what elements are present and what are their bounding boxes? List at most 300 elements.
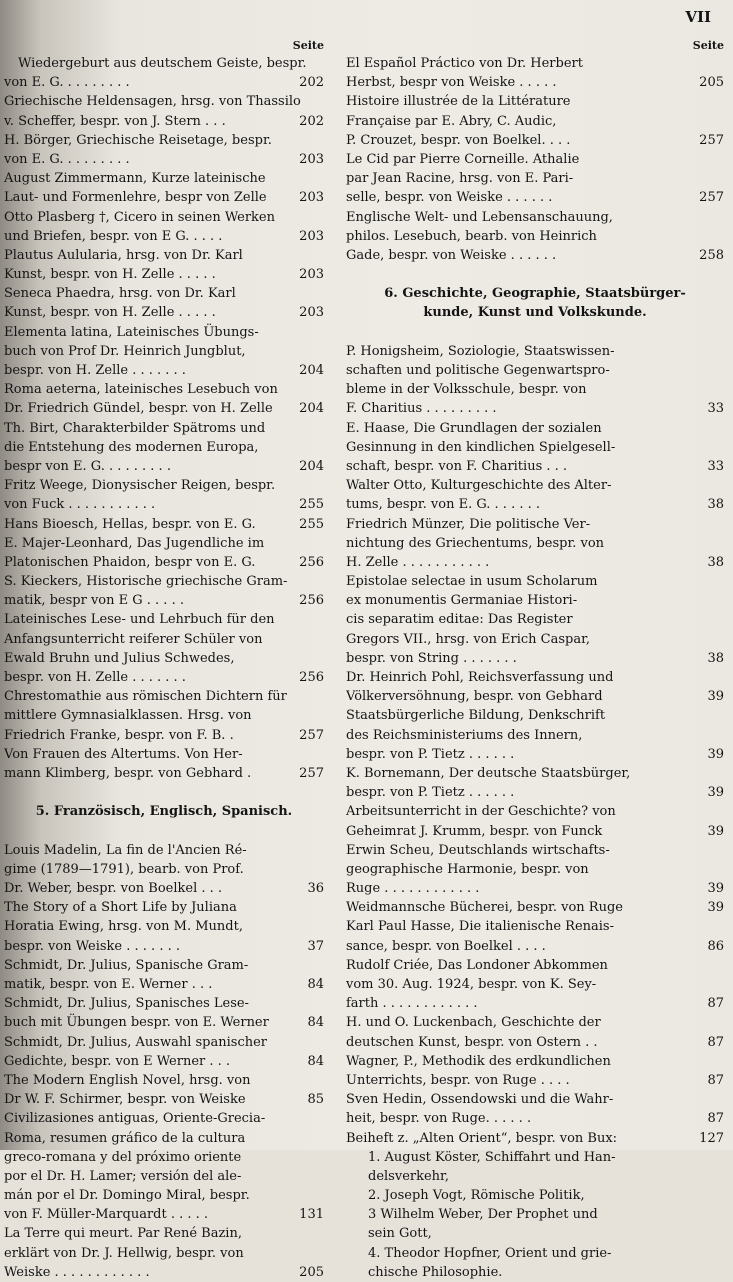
entry-text: Le Cid par Pierre Corneille. Athalie — [346, 151, 580, 167]
entry-text: Seneca Phaedra, hrsg. von Dr. Karl — [4, 286, 236, 302]
index-line — [4, 188, 324, 207]
index-line — [4, 1148, 324, 1167]
index-line — [4, 1129, 324, 1148]
entry-text: Lateinisches Lese- und Lehrbuch für den — [4, 612, 275, 628]
index-line — [346, 975, 724, 994]
entry-text: Schmidt, Dr. Julius, Spanische Gram- — [4, 957, 249, 973]
index-line — [4, 457, 324, 476]
index-line — [346, 1167, 724, 1186]
index-line — [346, 112, 724, 131]
page-ref: 202 — [299, 75, 324, 91]
entry-text: farth . . . . . . . . . . . . — [346, 996, 478, 1012]
index-line — [346, 73, 724, 92]
entry-text: Gade, bespr. von Weiske . . . . . . — [346, 247, 557, 263]
entry-text: The Story of a Short Life by Juliana — [4, 900, 237, 916]
index-line — [4, 994, 324, 1013]
entry-text: bespr. von Weiske . . . . . . . — [4, 938, 180, 954]
page-ref: 203 — [299, 151, 324, 167]
page-ref: 257 — [699, 132, 724, 148]
right-column — [346, 38, 724, 1282]
section-heading: kunde, Kunst und Volkskunde. — [423, 305, 647, 321]
page-ref: 204 — [299, 458, 324, 474]
index-line — [4, 246, 324, 265]
index-line — [346, 764, 724, 783]
entry-text: nichtung des Griechentums, bespr. von — [346, 535, 605, 551]
entry-text: matik, bespr von E G . . . . . — [4, 593, 184, 609]
index-line — [346, 457, 724, 476]
entry-text: matik, bespr. von E. Werner . . . — [4, 977, 213, 993]
entry-text: schaften und politische Gegenwartspro- — [346, 363, 610, 379]
index-line — [346, 706, 724, 725]
entry-text: bespr von E. G. . . . . . . . . — [4, 458, 171, 474]
index-line — [4, 764, 324, 783]
index-line — [4, 1224, 324, 1243]
page-ref: 38 — [707, 497, 724, 513]
entry-text: buch mit Übungen bespr. von E. Werner — [4, 1015, 269, 1031]
page-ref: 39 — [707, 881, 724, 897]
entry-text: 4. Theodor Hopfner, Orient und grie- — [368, 1245, 612, 1261]
page-ref: 205 — [299, 1264, 324, 1280]
entry-text: Sven Hedin, Ossendowski und die Wahr- — [346, 1092, 614, 1108]
section-heading: 5. Französisch, Englisch, Spanisch. — [35, 804, 293, 820]
page-ref: 87 — [707, 996, 724, 1012]
entry-text: bespr. von P. Tietz . . . . . . — [346, 785, 515, 801]
index-line — [4, 284, 324, 303]
page-ref: 203 — [299, 305, 324, 321]
entry-text: Hans Bioesch, Hellas, bespr. von E. G. — [4, 516, 256, 532]
entry-text: Kunst, bespr. von H. Zelle . . . . . — [4, 305, 216, 321]
index-line — [346, 495, 724, 514]
index-line — [346, 1148, 724, 1167]
entry-text: Roma aeterna, lateinisches Lesebuch von — [4, 382, 278, 398]
index-line — [346, 610, 724, 629]
page-ref: 39 — [707, 823, 724, 839]
page-ref: 84 — [307, 1015, 324, 1031]
index-line — [4, 92, 324, 111]
entry-text: schaft, bespr. von F. Charitius . . . — [346, 458, 568, 474]
entry-text: Française par E. Abry, C. Audic, — [346, 113, 557, 129]
index-line — [346, 937, 724, 956]
index-line — [4, 323, 324, 342]
page-ref: 85 — [307, 1092, 324, 1108]
index-line — [4, 591, 324, 610]
entry-text: Dr. Heinrich Pohl, Reichsverfassung und — [346, 670, 614, 686]
entry-text: E. Haase, Die Grundlagen der sozialen — [346, 420, 602, 436]
index-line — [346, 841, 724, 860]
page-ref: 255 — [299, 516, 324, 532]
entry-text: F. Charitius . . . . . . . . . — [346, 401, 497, 417]
entry-text: und Briefen, bespr. von E G. . . . . — [4, 228, 223, 244]
entry-text: Platonischen Phaidon, bespr von E. G. — [4, 554, 256, 570]
entry-text: Louis Madelin, La fin de l'Ancien Ré- — [4, 842, 247, 858]
entry-text: ex monumentis Germaniae Histori- — [346, 593, 578, 609]
entry-text: selle, bespr. von Weiske . . . . . . — [346, 190, 553, 206]
entry-text: mittlere Gymnasialklassen. Hrsg. von — [4, 708, 252, 724]
index-line — [346, 822, 724, 841]
entry-text: Friedrich Franke, bespr. von F. B. . — [4, 727, 234, 743]
entry-text: Laut- und Formenlehre, bespr von Zelle — [4, 190, 267, 206]
index-line — [346, 150, 724, 169]
entry-text: Englische Welt- und Lebensanschauung, — [346, 209, 613, 225]
entry-text: Wiedergeburt aus deutschem Geiste, bespr. — [18, 56, 307, 71]
entry-text: Walter Otto, Kulturgeschichte des Alter- — [346, 478, 612, 494]
entry-text: Kunst, bespr. von H. Zelle . . . . . — [4, 267, 216, 283]
page-ref: 84 — [307, 1053, 324, 1069]
page-ref: 39 — [707, 689, 724, 705]
entry-text: 3 Wilhelm Weber, Der Prophet und — [368, 1207, 598, 1223]
index-line — [346, 399, 724, 418]
entry-text: El Español Práctico von Dr. Herbert — [346, 56, 583, 71]
index-line — [4, 419, 324, 438]
index-line — [4, 745, 324, 764]
entry-text: Erwin Scheu, Deutschlands wirtschafts- — [346, 842, 610, 858]
entry-text: chische Philosophie. — [368, 1264, 503, 1280]
spacer — [346, 323, 724, 342]
index-line — [346, 169, 724, 188]
index-line — [346, 438, 724, 457]
index-line — [4, 515, 324, 534]
index-line — [4, 495, 324, 514]
entry-text: August Zimmermann, Kurze lateinische — [4, 171, 266, 187]
entry-text: Völkerversöhnung, bespr. von Gebhard — [346, 689, 603, 705]
index-line — [346, 342, 724, 361]
entry-text: Karl Paul Hasse, Die italienische Renais- — [346, 919, 614, 935]
page-ref: 84 — [307, 977, 324, 993]
entry-text: erklärt von Dr. J. Hellwig, bespr. von — [4, 1245, 244, 1261]
entry-text: 2. Joseph Vogt, Römische Politik, — [368, 1188, 585, 1204]
page-ref: 205 — [699, 75, 724, 91]
page-ref: 87 — [707, 1034, 724, 1050]
entry-text: Staatsbürgerliche Bildung, Denkschrift — [346, 708, 606, 724]
entry-text: Gesinnung in den kindlichen Spielgesell- — [346, 439, 616, 455]
index-line — [346, 879, 724, 898]
index-line — [4, 54, 324, 73]
page-ref: 87 — [707, 1072, 724, 1088]
index-line — [346, 188, 724, 207]
entry-text: H. Börger, Griechische Reisetage, bespr. — [4, 132, 272, 148]
entry-text: H. Zelle . . . . . . . . . . . — [346, 554, 490, 570]
index-line — [4, 361, 324, 380]
index-line — [4, 438, 324, 457]
index-line — [346, 917, 724, 936]
entry-text: von E. G. . . . . . . . . — [4, 75, 130, 91]
index-line — [346, 591, 724, 610]
entry-text: par Jean Racine, hrsg. von E. Pari- — [346, 171, 574, 187]
index-line — [346, 1013, 724, 1032]
index-line — [346, 1129, 724, 1148]
index-line — [4, 860, 324, 879]
spacer — [4, 822, 324, 841]
index-line — [4, 131, 324, 150]
entry-text: 1. August Köster, Schiffahrt und Han- — [368, 1149, 616, 1165]
index-line — [4, 303, 324, 322]
entry-text: Schmidt, Dr. Julius, Spanisches Lese- — [4, 996, 249, 1012]
index-line — [346, 1109, 724, 1128]
entry-text: Roma, resumen gráfico de la cultura — [4, 1130, 246, 1146]
entry-text: E. Majer-Leonhard, Das Jugendliche im — [4, 535, 265, 551]
entry-text: buch von Prof Dr. Heinrich Jungblut, — [4, 343, 246, 359]
entry-text: Ruge . . . . . . . . . . . . — [346, 881, 480, 897]
page-ref: 39 — [707, 785, 724, 801]
page-ref: 86 — [707, 938, 724, 954]
index-line — [346, 956, 724, 975]
spacer — [4, 783, 324, 802]
page-ref: 256 — [299, 670, 324, 685]
entry-text: von E. G. . . . . . . . . — [4, 151, 130, 167]
index-line — [4, 726, 324, 745]
entry-text: Otto Plasberg †, Cicero in seinen Werken — [4, 209, 276, 225]
entry-text: Von Frauen des Altertums. Von Her- — [4, 746, 243, 762]
index-line — [4, 1186, 324, 1205]
index-line — [346, 687, 724, 706]
entry-text: bespr. von String . . . . . . . — [346, 650, 517, 666]
entry-text: bleme in der Volksschule, bespr. von — [346, 382, 587, 398]
page-ref: 255 — [299, 497, 324, 513]
index-line — [4, 208, 324, 227]
page-ref: 257 — [299, 727, 324, 743]
page-ref: 38 — [707, 650, 724, 666]
entry-text: Th. Birt, Charakterbilder Spätroms und — [4, 420, 266, 436]
entry-text: gime (1789—1791), bearb. von Prof. — [4, 861, 244, 877]
entry-text: philos. Lesebuch, bearb. von Heinrich — [346, 228, 597, 244]
entry-text: Wagner, P., Methodik des erdkundlichen — [346, 1053, 611, 1069]
entry-text: K. Bornemann, Der deutsche Staatsbürger, — [346, 765, 631, 781]
page-ref: 256 — [299, 554, 324, 570]
page-ref: 36 — [307, 881, 324, 897]
entry-text: P. Honigsheim, Soziologie, Staatswissen- — [346, 343, 615, 359]
index-line — [4, 1167, 324, 1186]
entry-text: P. Crouzet, bespr. von Boelkel. . . . — [346, 132, 571, 148]
page-ref: 131 — [299, 1207, 324, 1223]
index-line — [4, 898, 324, 917]
index-line — [4, 1013, 324, 1032]
index-line — [4, 610, 324, 629]
index-line — [4, 1071, 324, 1090]
index-line — [346, 1033, 724, 1052]
page-ref: 39 — [707, 900, 724, 916]
index-line — [346, 649, 724, 668]
entry-text: Weidmannsche Bücherei, bespr. von Ruge — [346, 900, 623, 916]
entry-text: Histoire illustrée de la Littérature — [346, 94, 571, 110]
index-line — [346, 898, 724, 917]
index-line — [4, 706, 324, 725]
entry-text: Elementa latina, Lateinisches Übungs- — [4, 324, 259, 340]
entry-text: sance, bespr. von Boelkel . . . . — [346, 938, 546, 954]
index-line — [4, 937, 324, 956]
index-line — [4, 380, 324, 399]
page-ref: 127 — [699, 1130, 724, 1146]
page-ref: 202 — [299, 113, 324, 129]
index-line — [346, 572, 724, 591]
spacer — [346, 265, 724, 284]
entry-text: Chrestomathie aus römischen Dichtern für — [4, 689, 287, 705]
index-line — [4, 169, 324, 188]
page-ref: 203 — [299, 190, 324, 206]
index-line — [4, 534, 324, 553]
page-ref: 39 — [707, 746, 724, 762]
index-line — [346, 534, 724, 553]
entry-text: von F. Müller-Marquardt . . . . . — [4, 1207, 209, 1223]
index-line — [346, 419, 724, 438]
index-line — [346, 668, 724, 687]
index-line — [4, 668, 324, 687]
page-ref: 257 — [699, 190, 724, 206]
index-line — [4, 1205, 324, 1224]
page-ref: 37 — [307, 938, 324, 954]
left-entries — [4, 54, 324, 1282]
right-column-header: Seite — [692, 39, 724, 52]
index-line — [346, 745, 724, 764]
entry-text: Plautus Aulularia, hrsg. von Dr. Karl — [4, 247, 243, 263]
entry-text: La Terre qui meurt. Par René Bazin, — [4, 1226, 242, 1242]
entry-text: bespr. von H. Zelle . . . . . . . — [4, 670, 186, 685]
index-line — [4, 630, 324, 649]
entry-text: Gedichte, bespr. von E Werner . . . — [4, 1053, 231, 1069]
page-ref: 203 — [299, 267, 324, 283]
entry-text: cis separatim editae: Das Register — [346, 612, 573, 628]
index-line — [346, 630, 724, 649]
index-line — [4, 956, 324, 975]
entry-text: Rudolf Criée, Das Londoner Abkommen — [346, 957, 608, 973]
index-line — [346, 1205, 724, 1224]
page-ref: 258 — [699, 247, 724, 263]
page-number: VII — [685, 8, 711, 26]
entry-text: Epistolae selectae in usum Scholarum — [346, 574, 598, 590]
entry-text: The Modern English Novel, hrsg. von — [4, 1072, 251, 1088]
index-line — [346, 476, 724, 495]
page-ref: 257 — [299, 765, 324, 781]
index-line — [4, 227, 324, 246]
index-line — [346, 802, 724, 821]
index-line — [4, 917, 324, 936]
entry-text: bespr. von H. Zelle . . . . . . . — [4, 363, 186, 378]
entry-text: Beiheft z. „Alten Orient“, bespr. von Bux: — [346, 1130, 618, 1146]
index-line — [4, 73, 324, 92]
index-line — [4, 265, 324, 284]
left-column — [4, 38, 324, 1282]
left-column-header: Seite — [292, 39, 324, 52]
entry-text: Dr. Weber, bespr. von Boelkel . . . — [4, 881, 223, 897]
index-line — [4, 1109, 324, 1128]
entry-text: Dr W. F. Schirmer, bespr. von Weiske — [4, 1092, 246, 1108]
index-line — [4, 112, 324, 131]
entry-text: Anfangsunterricht reiferer Schüler von — [4, 631, 263, 647]
index-line — [4, 476, 324, 495]
index-line — [346, 361, 724, 380]
entry-text: H. und O. Luckenbach, Geschichte der — [346, 1015, 601, 1031]
page-ref: 256 — [299, 593, 324, 609]
entry-text: v. Scheffer, bespr. von J. Stern . . . — [4, 113, 226, 129]
entry-text: des Reichsministeriums des Innern, — [346, 727, 583, 743]
entry-text: Arbeitsunterricht in der Geschichte? von — [346, 804, 616, 820]
entry-text: mán por el Dr. Domingo Miral, bespr. — [4, 1188, 250, 1204]
index-line — [346, 1186, 724, 1205]
index-line — [4, 1052, 324, 1071]
entry-text: Fritz Weege, Dionysischer Reigen, bespr. — [4, 478, 276, 494]
entry-text: Dr. Friedrich Gündel, bespr. von H. Zelle — [4, 401, 273, 417]
index-line — [346, 1244, 724, 1263]
index-line — [346, 1224, 724, 1243]
entry-text: greco-romana y del próximo oriente — [4, 1149, 242, 1165]
entry-text: Ewald Bruhn und Julius Schwedes, — [4, 650, 235, 666]
entry-text: deutschen Kunst, bespr. von Ostern . . — [346, 1034, 598, 1050]
entry-text: S. Kieckers, Historische griechische Gram- — [4, 574, 288, 590]
right-entries — [346, 54, 724, 1282]
index-line — [346, 208, 724, 227]
index-line — [4, 841, 324, 860]
index-line — [346, 1071, 724, 1090]
index-line — [4, 1090, 324, 1109]
entry-text: sein Gott, — [368, 1226, 432, 1242]
index-line — [4, 649, 324, 668]
entry-text: Civilizasiones antiguas, Oriente-Grecia- — [4, 1111, 266, 1127]
entry-text: Geheimrat J. Krumm, bespr. von Funck — [346, 823, 603, 839]
page-ref: 204 — [299, 401, 324, 417]
entry-text: Weiske . . . . . . . . . . . . — [4, 1264, 150, 1280]
page-ref: 203 — [299, 228, 324, 244]
index-line — [4, 150, 324, 169]
index-line — [4, 687, 324, 706]
entry-text: Horatia Ewing, hrsg. von M. Mundt, — [4, 919, 243, 935]
entry-text: heit, bespr. von Ruge. . . . . . — [346, 1111, 532, 1127]
page-ref: 38 — [707, 554, 724, 570]
section-heading: 6. Geschichte, Geographie, Staatsbürger- — [384, 286, 686, 302]
entry-text: Gregors VII., hrsg. von Erich Caspar, — [346, 631, 591, 647]
index-line — [4, 553, 324, 572]
index-line — [4, 399, 324, 418]
index-line — [346, 553, 724, 572]
page-ref: 87 — [707, 1111, 724, 1127]
index-line — [346, 1090, 724, 1109]
index-line — [346, 246, 724, 265]
entry-text: Griechische Heldensagen, hrsg. von Thassilo — [4, 94, 301, 110]
index-line — [346, 54, 724, 73]
index-line — [346, 783, 724, 802]
index-line — [346, 1263, 724, 1282]
index-line — [346, 515, 724, 534]
entry-text: por el Dr. H. Lamer; versión del ale- — [4, 1168, 242, 1184]
page-ref: 33 — [707, 458, 724, 474]
page-ref: 204 — [299, 363, 324, 378]
index-line — [346, 92, 724, 111]
entry-text: von Fuck . . . . . . . . . . . — [4, 497, 156, 513]
index-line — [4, 1033, 324, 1052]
entry-text: bespr. von P. Tietz . . . . . . — [346, 746, 515, 762]
index-line — [346, 726, 724, 745]
index-line — [346, 131, 724, 150]
entry-text: Friedrich Münzer, Die politische Ver- — [346, 516, 591, 532]
entry-text: delsverkehr, — [368, 1168, 449, 1184]
index-line — [4, 572, 324, 591]
entry-text: Schmidt, Dr. Julius, Auswahl spanischer — [4, 1034, 268, 1050]
index-line — [4, 879, 324, 898]
index-line — [4, 1244, 324, 1263]
index-line — [346, 994, 724, 1013]
index-line — [346, 380, 724, 399]
index-line — [346, 1052, 724, 1071]
index-line — [4, 975, 324, 994]
page-ref: 33 — [707, 401, 724, 417]
entry-text: mann Klimberg, bespr. von Gebhard . — [4, 765, 252, 781]
entry-text: Unterrichts, bespr. von Ruge . . . . — [346, 1072, 570, 1088]
entry-text: die Entstehung des modernen Europa, — [4, 439, 259, 455]
index-line — [4, 342, 324, 361]
index-line — [4, 1263, 324, 1282]
entry-text: geographische Harmonie, bespr. von — [346, 861, 589, 877]
entry-text: vom 30. Aug. 1924, bespr. von K. Sey- — [346, 977, 597, 993]
index-line — [346, 227, 724, 246]
entry-text: tums, bespr. von E. G. . . . . . . — [346, 497, 540, 513]
